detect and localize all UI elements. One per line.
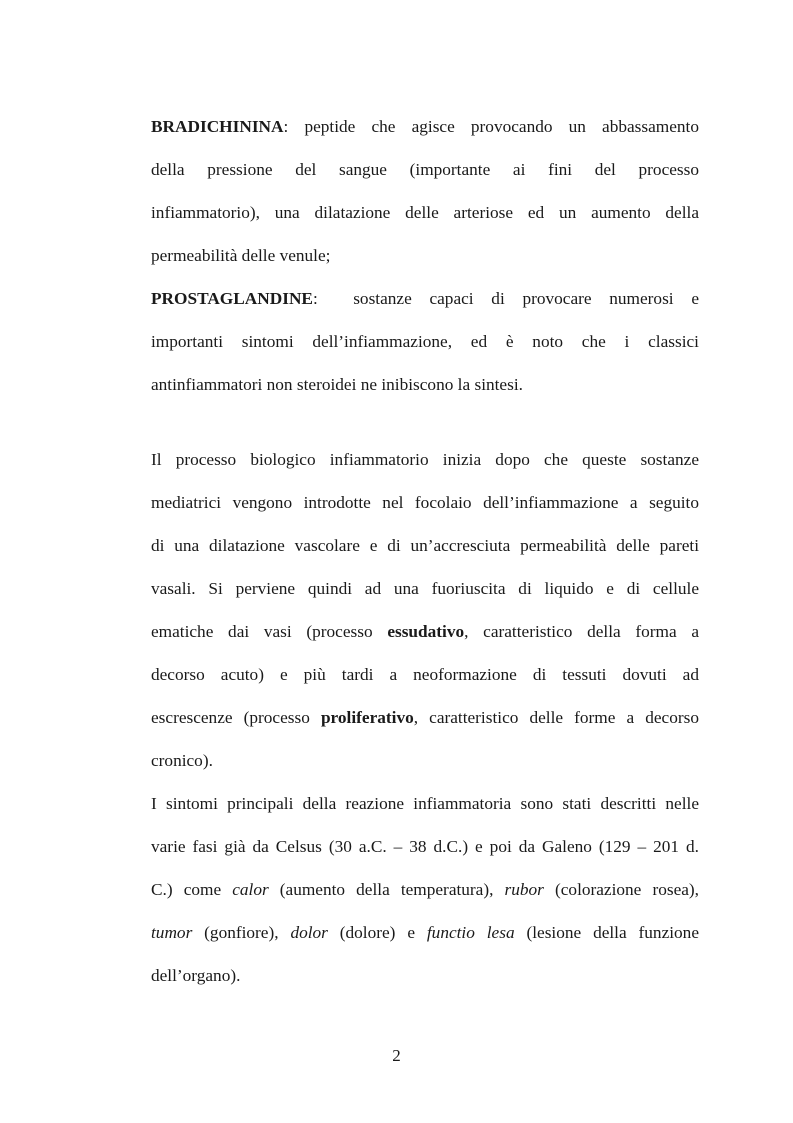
text-line: permeabilità delle venule; xyxy=(151,246,331,265)
page-number: 2 xyxy=(392,1046,401,1065)
paragraph-sintomi xyxy=(151,782,699,997)
text-line: antinfiammatori non steroidei ne inibiscono la sintesi. xyxy=(151,375,523,394)
term-rubor: rubor xyxy=(504,880,544,899)
text-line: tumor (gonfiore), dolor (dolore) e functio lesa (lesione della funzione xyxy=(151,923,699,942)
term-functio-lesa: functio lesa xyxy=(426,923,515,942)
text-line: di una dilatazione vascolare e di un’accresciuta permeabilità delle pareti xyxy=(151,536,699,555)
text-line: vasali. Si perviene quindi ad una fuoriuscita di liquido e di cellule xyxy=(151,579,699,598)
text-line: dell’organo). xyxy=(151,966,241,985)
term-tumor: tumor xyxy=(151,923,193,942)
term-essudativo: essudativo xyxy=(387,622,465,641)
paragraph-gap xyxy=(151,406,699,438)
term-proliferativo: proliferativo xyxy=(320,708,414,727)
text-line: della pressione del sangue (importante ai fini del processo xyxy=(151,160,699,179)
text-line: BRADICHININA: peptide che agisce provocando un abbassamento xyxy=(151,117,699,136)
text-line: infiammatorio), una dilatazione delle arteriose ed un aumento della xyxy=(151,203,699,222)
text-line: decorso acuto) e più tardi a neoformazione di tessuti dovuti ad xyxy=(151,665,699,684)
paragraph-prostaglandine xyxy=(151,277,699,406)
text-line: mediatrici vengono introdotte nel focolaio dell’infiammazione a seguito xyxy=(151,493,699,512)
paragraph-processo xyxy=(151,438,699,782)
term-dolor: dolor xyxy=(290,923,328,942)
text-line: cronico). xyxy=(151,751,213,770)
text-line: varie fasi già da Celsus (30 a.C. – 38 d.C.) e poi da Galeno (129 – 201 d. xyxy=(151,837,699,856)
term-calor: calor xyxy=(232,880,269,899)
term-prostaglandine: PROSTAGLANDINE xyxy=(151,289,313,308)
term-bradichinina: BRADICHININA xyxy=(151,117,284,136)
text-line: escrescenze (processo proliferativo, caratteristico delle forme a decorso xyxy=(151,708,699,727)
paragraph-bradichinina xyxy=(151,105,699,277)
text-line: C.) come calor (aumento della temperatura), rubor (colorazione rosea), xyxy=(151,880,699,899)
text-line: Il processo biologico infiammatorio inizia dopo che queste sostanze xyxy=(151,450,699,469)
text-line: importanti sintomi dell’infiammazione, ed è noto che i classici xyxy=(151,332,699,351)
text-line: ematiche dai vasi (processo essudativo, caratteristico della forma a xyxy=(151,622,699,641)
document-body xyxy=(151,105,699,997)
text-line: I sintomi principali della reazione infiammatoria sono stati descritti nelle xyxy=(151,794,699,813)
text-line: PROSTAGLANDINE: sostanze capaci di provocare numerosi e xyxy=(151,289,699,308)
